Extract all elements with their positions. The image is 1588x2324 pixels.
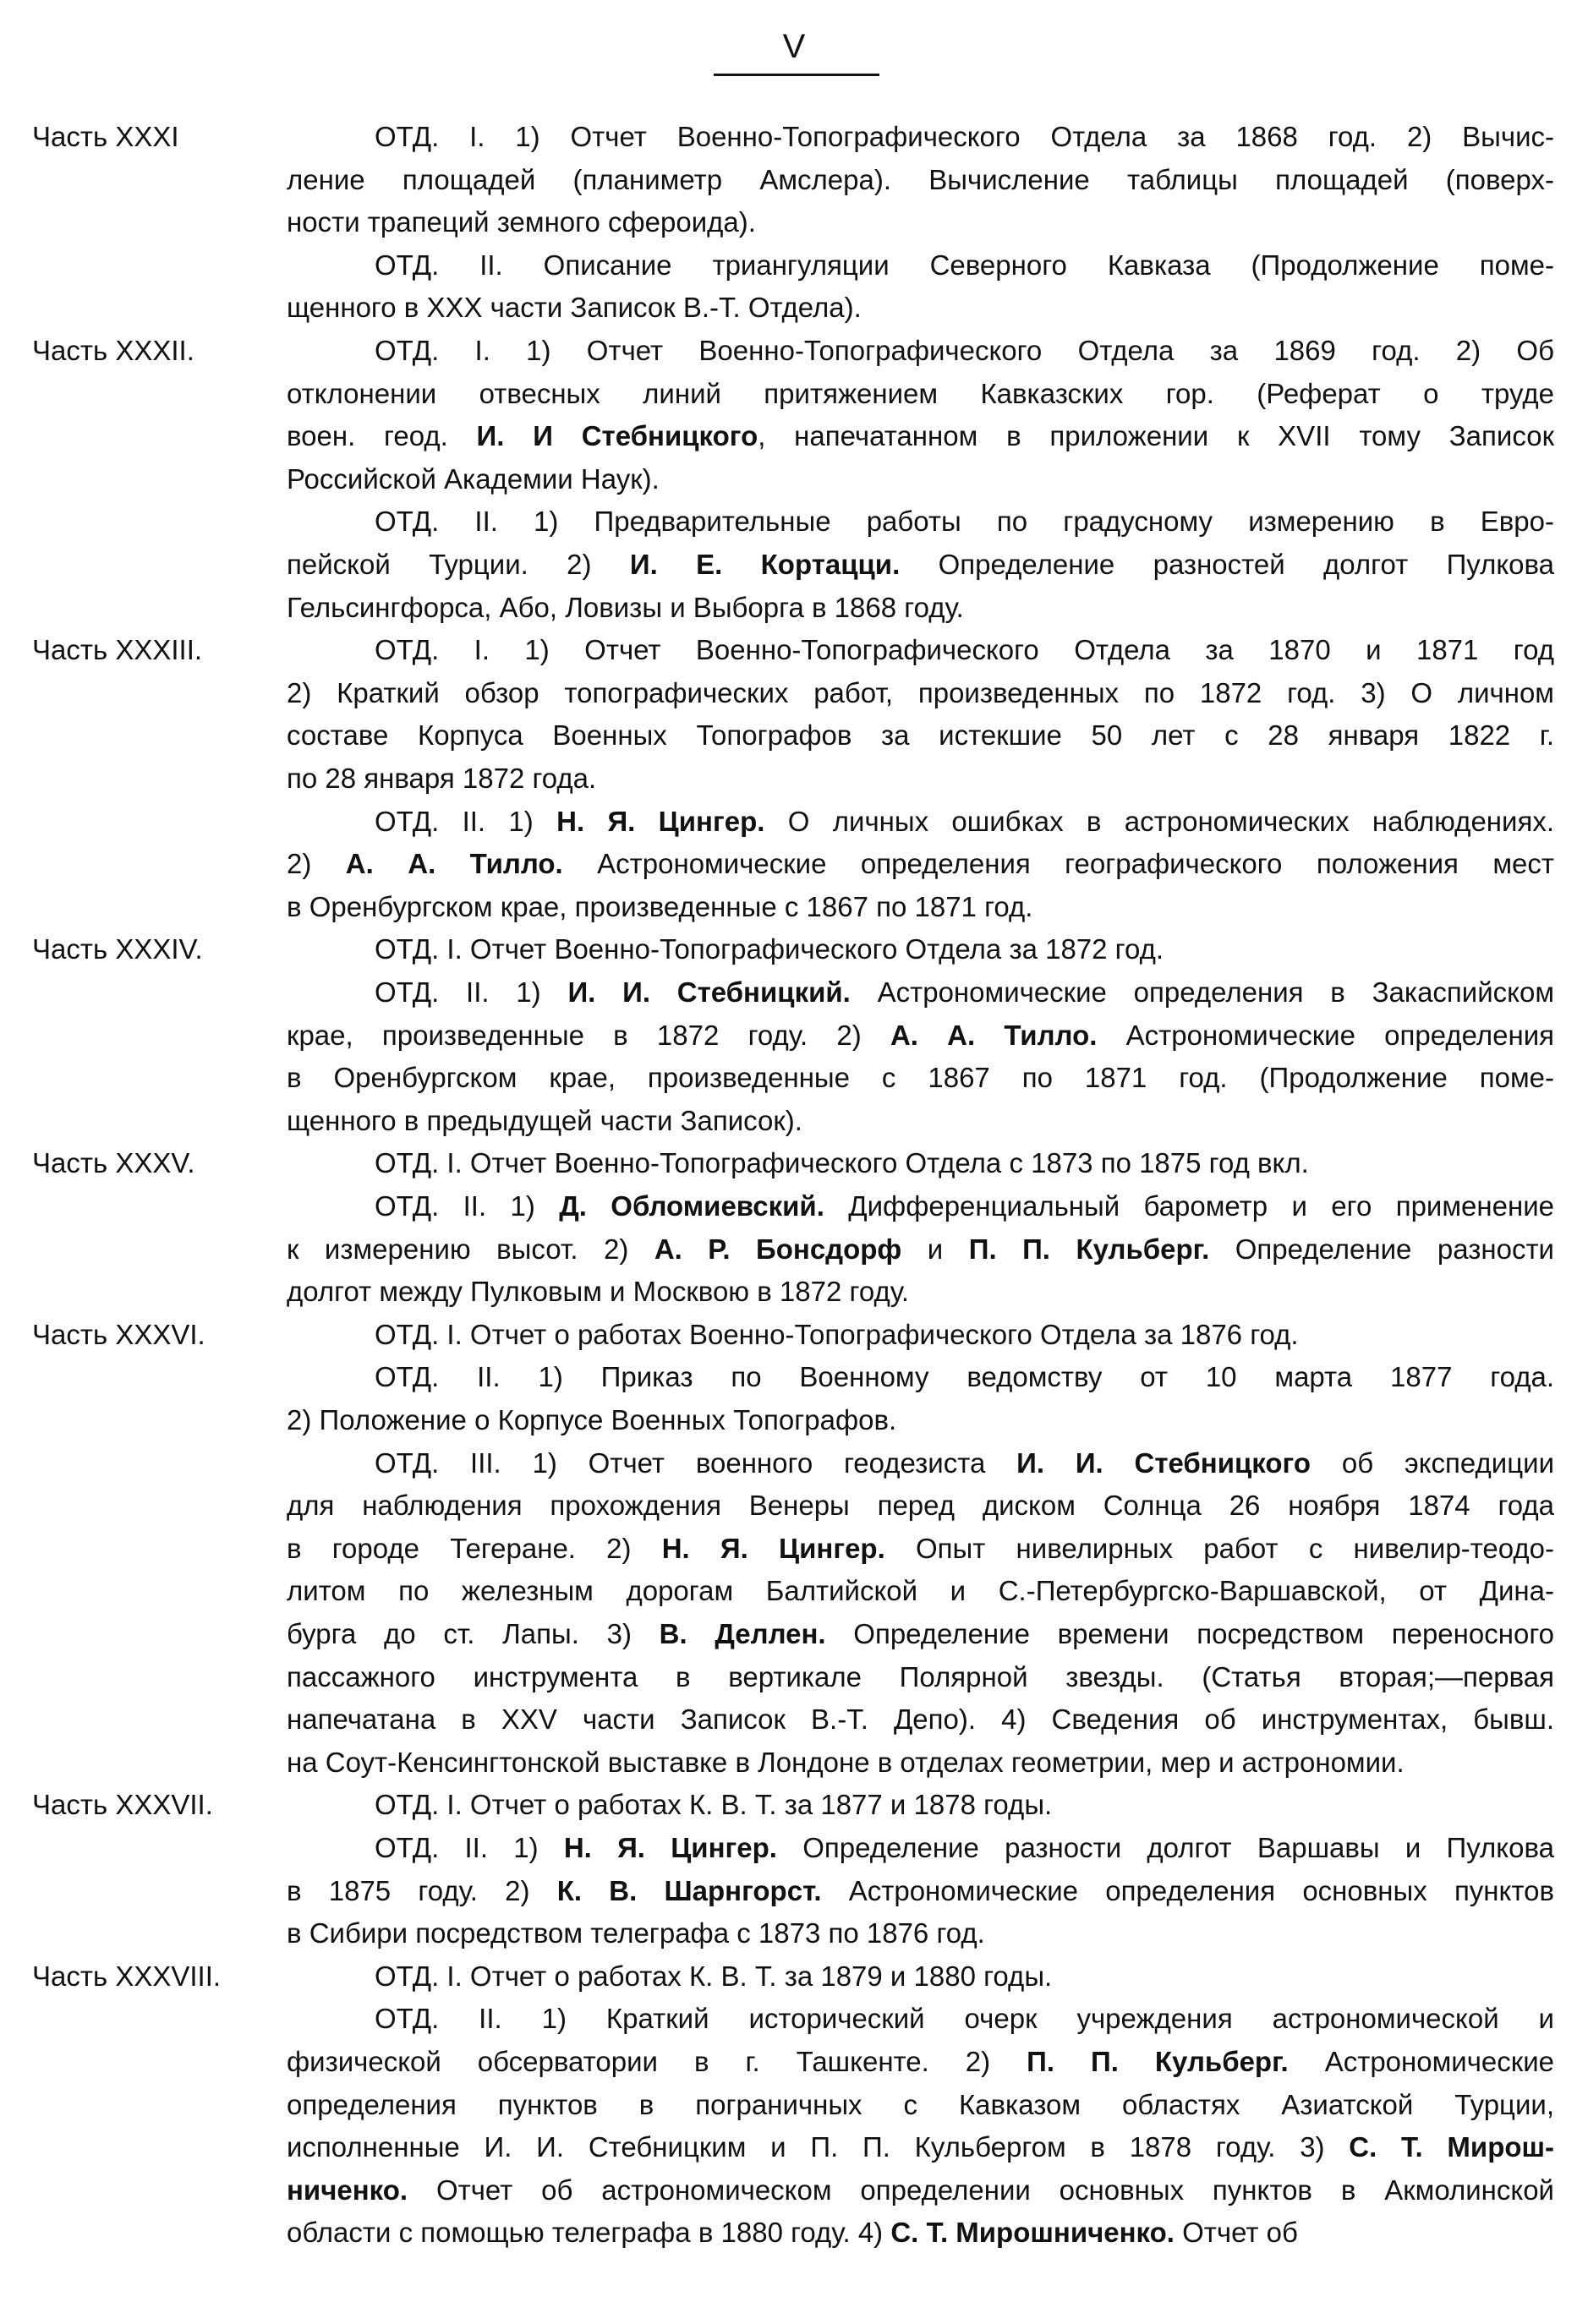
text-segment: к измерению высот. 2)	[287, 1233, 654, 1265]
text-segment: исполненные И. И. Стебницким и П. П. Кульбергом в 1878 году. 3)	[287, 2131, 1350, 2163]
author-name: К. В. Шарнгорст.	[556, 1874, 822, 1906]
author-name: С. Т. Мирошниченко.	[890, 2217, 1175, 2249]
text-segment: щенного в XXX части Записок В.-Т. Отдела).	[287, 292, 862, 324]
text-segment: ОТД. II. 1) Приказ по Военному ведомству от 10 марта 1877 года.	[375, 1361, 1554, 1393]
part-label: Часть XXXI	[32, 121, 179, 152]
text-line	[287, 2126, 1554, 2168]
text-segment: напечатана в XXV части Записок В.-Т. Депо). 4) Сведения об инструментах, бывш.	[287, 1703, 1554, 1736]
text-line	[287, 159, 1554, 201]
text-segment: Определение разности	[1209, 1233, 1554, 1265]
text-segment: для наблюдения прохождения Венеры перед диском Солнца 26 ноября 1874 года	[287, 1490, 1554, 1522]
author-name: С. Т. Мирош-	[1349, 2131, 1554, 2163]
text-segment: Дифференциальный барометр и его применение	[824, 1190, 1554, 1222]
text-segment: ОТД. I. 1) Отчет Военно-Топографического Отдела за 1868 год. 2) Вычис-	[375, 121, 1554, 152]
text-segment: Российской Академии Наук).	[287, 462, 660, 495]
text-line	[375, 1314, 1554, 1356]
author-name: П. П. Кульберг.	[1027, 2046, 1289, 2077]
text-segment: на Соут-Кенсингтонской выставке в Лондоне в отделах геометрии, мер и астрономии.	[287, 1746, 1405, 1778]
text-line	[287, 1399, 1554, 1441]
text-line	[375, 1185, 1554, 1228]
text-line	[287, 1698, 1554, 1741]
text-segment: ОТД. II. 1)	[375, 805, 557, 837]
text-segment: 2) Краткий обзор топографических работ, произведенных по 1872 год. 3) О личном	[287, 676, 1554, 708]
text-segment: ОТД. II. 1)	[375, 976, 568, 1008]
text-segment: Определение разности долгот Варшавы и Пулкова	[776, 1832, 1554, 1863]
text-line	[287, 843, 1554, 885]
part-label: Часть XXXV.	[32, 1147, 195, 1179]
text-segment: в 1875 году. 2)	[287, 1874, 557, 1906]
text-segment: ОТД. II. Описание триангуляции Северного Кавказа (Продолжение поме-	[375, 249, 1554, 281]
text-line	[287, 2169, 1554, 2212]
author-name: И. Е. Кортацци.	[629, 549, 901, 580]
text-line	[375, 1784, 1554, 1826]
text-segment: Определение времени посредством переносного	[825, 1618, 1554, 1649]
text-segment: Астрономические определения основных пунктов	[821, 1874, 1554, 1906]
part-label: Часть XXXVIII.	[32, 1960, 222, 1992]
author-name: Д. Обломиевский.	[559, 1190, 824, 1222]
text-line	[375, 116, 1554, 158]
author-name: П. П. Кульберг.	[968, 1233, 1210, 1265]
text-segment: Астрономические определения географического положения мест	[562, 848, 1555, 880]
text-line	[287, 415, 1554, 457]
author-name: И. И Стебницкого	[476, 420, 758, 452]
text-segment: Отчет об	[1174, 2217, 1298, 2249]
text-line	[287, 1100, 1554, 1142]
author-name: А. А. Тилло.	[345, 848, 563, 880]
text-line	[287, 2212, 1554, 2254]
text-line	[287, 587, 1554, 629]
text-segment: ОТД. I. Отчет о работах К. В. Т. за 1877 и 1878 годы.	[375, 1789, 1053, 1821]
text-line	[375, 244, 1554, 287]
text-line	[375, 629, 1554, 671]
text-segment: по 28 января 1872 года.	[287, 763, 597, 794]
text-line	[287, 287, 1554, 329]
text-segment: Отчет об астрономическом определении основных пунктов в Акмолинской	[408, 2174, 1554, 2206]
text-line	[287, 1485, 1554, 1527]
text-segment: отклонении отвесных линий притяжением Кавказских гор. (Реферат о труде	[287, 377, 1554, 409]
text-line	[375, 1142, 1554, 1184]
text-segment: в Оренбургском крае, произведенные с 1867 по 1871 год.	[287, 890, 1033, 922]
text-line	[375, 1442, 1554, 1485]
text-line	[287, 2084, 1554, 2126]
text-line	[375, 801, 1554, 843]
text-segment: ОТД. II. 1) Предварительные работы по градусному измерению в Евро-	[375, 506, 1554, 538]
text-segment: Астрономические	[1288, 2046, 1554, 2077]
text-line	[287, 544, 1554, 586]
text-segment: ОТД. II. 1)	[375, 1832, 564, 1863]
text-segment: 2) Положение о Корпусе Военных Топографов.	[287, 1404, 897, 1435]
author-name: В. Деллен.	[659, 1618, 826, 1649]
text-segment: области с помощью телеграфа в 1880 году. 4)	[287, 2217, 891, 2249]
text-segment: ОТД. I. Отчет о работах Военно-Топографического Отдела за 1876 год.	[375, 1318, 1299, 1350]
author-name: И. И. Стебницкий.	[567, 976, 851, 1008]
text-line	[287, 714, 1554, 757]
text-segment: воен. геод.	[287, 420, 477, 452]
text-segment: долгот между Пулковым и Москвою в 1872 году.	[287, 1276, 910, 1308]
text-line	[375, 928, 1554, 971]
text-segment: Гельсингфорса, Або, Ловизы и Выборга в 1868 году.	[287, 591, 964, 623]
text-segment: , напечатанном в приложении к XVII тому Записок	[758, 420, 1555, 452]
page-number: V	[782, 28, 806, 65]
text-segment: ности трапеций земного сфероида).	[287, 206, 756, 238]
text-segment: Астрономические определения в Закаспийском	[850, 976, 1555, 1008]
text-line	[287, 2041, 1554, 2083]
text-segment: в Оренбургском крае, произведенные с 1867 по 1871 год. (Продолжение поме-	[287, 1062, 1554, 1094]
text-segment: 2)	[287, 848, 346, 880]
text-line	[287, 1057, 1554, 1099]
text-line	[287, 1870, 1554, 1912]
text-line	[287, 373, 1554, 415]
text-segment: пассажного инструмента в вертикале Полярной звезды. (Статья вторая;—первая	[287, 1660, 1554, 1692]
text-line	[287, 1014, 1554, 1057]
text-segment: литом по железным дорогам Балтийской и С.-Петербургско-Варшавской, от Дина-	[287, 1575, 1554, 1607]
part-label: Часть XXXIII.	[32, 634, 203, 666]
text-segment: ОТД. I. 1) Отчет Военно-Топографического Отдела за 1870 и 1871 год	[375, 634, 1554, 666]
text-line	[287, 672, 1554, 714]
text-segment: физической обсерватории в г. Ташкенте. 2)	[287, 2046, 1027, 2077]
text-segment: Астрономические определения	[1097, 1019, 1555, 1051]
text-line	[375, 1998, 1554, 2040]
text-segment: и	[901, 1233, 969, 1265]
text-segment: определения пунктов в пограничных с Кавказом областях Азиатской Турции,	[287, 2088, 1554, 2120]
page-number-underline	[714, 74, 879, 76]
part-label: Часть XXXVII.	[32, 1789, 213, 1821]
part-label: Часть XXXVI.	[32, 1318, 205, 1350]
text-line	[287, 1228, 1554, 1271]
text-segment: в Сибири посредством телеграфа с 1873 по 1876 год.	[287, 1917, 985, 1949]
text-line	[375, 1356, 1554, 1398]
author-name: А. А. Тилло.	[890, 1019, 1098, 1051]
text-segment: ОТД. I. Отчет Военно-Топографического Отдела за 1872 год.	[375, 933, 1164, 965]
text-line	[287, 201, 1554, 243]
text-segment: ление площадей (планиметр Амслера). Вычисление таблицы площадей (поверх-	[287, 163, 1554, 195]
text-segment: пейской Турции. 2)	[287, 549, 630, 580]
text-segment: составе Корпуса Военных Топографов за истекшие 50 лет с 28 января 1822 г.	[287, 719, 1554, 752]
author-name: Н. Я. Цингер.	[556, 805, 765, 837]
text-segment: Опыт нивелирных работ с нивелир-теодо-	[884, 1532, 1554, 1564]
text-segment: ОТД. I. Отчет Военно-Топографического Отдела с 1873 по 1875 год вкл.	[375, 1147, 1309, 1179]
text-segment: щенного в предыдущей части Записок).	[287, 1104, 802, 1136]
text-line	[375, 1955, 1554, 1998]
part-label: Часть XXXII.	[32, 335, 194, 366]
author-name: И. И. Стебницкого	[1016, 1446, 1311, 1479]
text-segment: ОТД. II. 1)	[375, 1190, 560, 1222]
text-segment: крае, произведенные в 1872 году. 2)	[287, 1019, 890, 1051]
text-line	[287, 1570, 1554, 1612]
author-name: Н. Я. Цингер.	[661, 1532, 885, 1564]
text-line	[287, 1742, 1554, 1784]
text-line	[287, 886, 1554, 928]
text-line	[287, 1613, 1554, 1655]
text-line	[287, 1656, 1554, 1698]
text-line	[375, 1827, 1554, 1869]
text-line	[375, 330, 1554, 372]
text-segment: ОТД. I. 1) Отчет Военно-Топографического Отдела за 1869 год. 2) Об	[375, 335, 1554, 366]
part-label: Часть XXXIV.	[32, 933, 203, 965]
text-segment: Определение разностей долгот Пулкова	[900, 549, 1554, 580]
author-name: Н. Я. Цингер.	[563, 1832, 777, 1863]
text-line	[375, 500, 1554, 543]
text-segment: ОТД. I. Отчет о работах К. В. Т. за 1879 и 1880 годы.	[375, 1960, 1053, 1992]
text-line	[287, 1528, 1554, 1570]
text-line	[375, 971, 1554, 1014]
text-segment: О личных ошибках в астрономических наблюдениях.	[764, 805, 1554, 837]
text-line	[287, 458, 1554, 500]
text-line	[287, 1912, 1554, 1955]
text-segment: об экспедиции	[1311, 1446, 1554, 1479]
text-segment: ОТД. III. 1) Отчет военного геодезиста	[375, 1446, 1017, 1479]
author-name: ниченко.	[287, 2174, 408, 2206]
text-segment: бурга до ст. Лапы. 3)	[287, 1618, 660, 1649]
author-name: А. Р. Бонсдорф	[654, 1233, 902, 1265]
text-line	[287, 757, 1554, 800]
text-segment: в городе Тегеране. 2)	[287, 1532, 662, 1564]
text-segment: ОТД. II. 1) Краткий исторический очерк учреждения астрономической и	[375, 2003, 1554, 2035]
text-line	[287, 1271, 1554, 1313]
